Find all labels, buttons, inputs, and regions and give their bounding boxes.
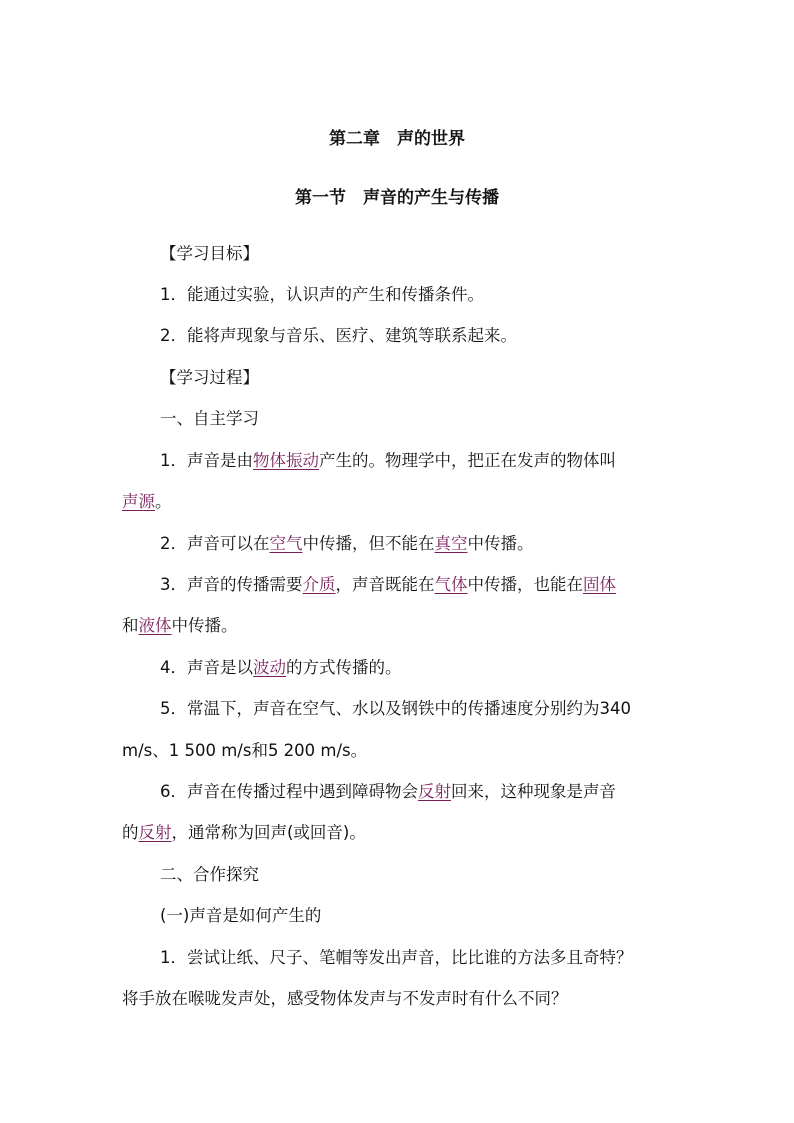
question-text: 6．声音在传播过程中遇到障碍物会 [160, 782, 418, 801]
answer-blank: 真空 [434, 534, 468, 553]
goal-item-1: 1．能通过实验，认识声的产生和传播条件。 [160, 285, 484, 304]
answer-blank: 反射 [418, 782, 451, 801]
answer-blank: 波动 [253, 658, 286, 677]
answer-blank: 空气 [269, 534, 303, 553]
experiment-1-line-1: 1．尝试让纸、尺子、笔帽等发出声音，比比谁的方法多且奇特？ [160, 948, 633, 967]
answer-blank: 液体 [138, 616, 172, 635]
question-4 [160, 657, 720, 679]
answer-blank: 反射 [138, 823, 172, 842]
question-text: 和 [122, 616, 139, 635]
question-6-line-2 [122, 822, 682, 844]
experiment-1-line-2: 将手放在喉咙发声处，感受物体发声与不发声时有什么不同？ [122, 989, 568, 1008]
question-text: 回来，这种现象是声音 [451, 782, 616, 801]
question-1-line-2 [122, 491, 682, 513]
question-text: 中传播。 [171, 616, 238, 635]
goals-heading: 【学习目标】 [160, 244, 259, 263]
question-text: ，声音既能在 [335, 575, 435, 594]
question-text: ，通常称为回声(或回音)。 [171, 823, 366, 842]
question-text: 中传播，但不能在 [302, 534, 435, 553]
question-3-line-2 [122, 615, 682, 637]
question-text: 的方式传播的。 [286, 658, 402, 677]
goal-item-2: 2．能将声现象与音乐、医疗、建筑等联系起来。 [160, 326, 517, 345]
question-text: 。 [155, 492, 172, 511]
question-text: 的 [122, 823, 139, 842]
question-2 [160, 533, 720, 555]
question-5-line-1: 5．常温下，声音在空气、水以及钢铁中的传播速度分别约为340 [160, 699, 631, 718]
question-text: 2．声音可以在 [160, 534, 270, 553]
chapter-title: 第二章 声的世界 [329, 129, 465, 149]
section-title: 第一节 声音的产生与传播 [295, 188, 499, 208]
answer-blank: 介质 [302, 575, 336, 594]
answer-blank: 声源 [122, 492, 155, 511]
question-3-line-1 [160, 574, 720, 596]
answer-blank: 物体振动 [253, 451, 319, 470]
process-heading: 【学习过程】 [160, 368, 259, 387]
question-1-line-1 [160, 450, 720, 472]
question-text: 中传播，也能在 [467, 575, 583, 594]
answer-blank: 固体 [583, 575, 616, 594]
question-text: 4．声音是以 [160, 658, 253, 677]
question-text: 产生的。物理学中，把正在发声的物体叫 [319, 451, 616, 470]
question-text: 1．声音是由 [160, 451, 253, 470]
question-text: 3．声音的传播需要 [160, 575, 303, 594]
self-study-heading: 一、自主学习 [160, 409, 259, 428]
subsection-1-heading: (一)声音是如何产生的 [160, 906, 322, 925]
question-text: 中传播。 [467, 534, 534, 553]
answer-blank: 气体 [434, 575, 468, 594]
question-6-line-1 [160, 781, 720, 803]
question-5-line-2: m/s、1 500 m/s和5 200 m/s。 [122, 741, 368, 760]
coop-heading: 二、合作探究 [160, 865, 259, 884]
